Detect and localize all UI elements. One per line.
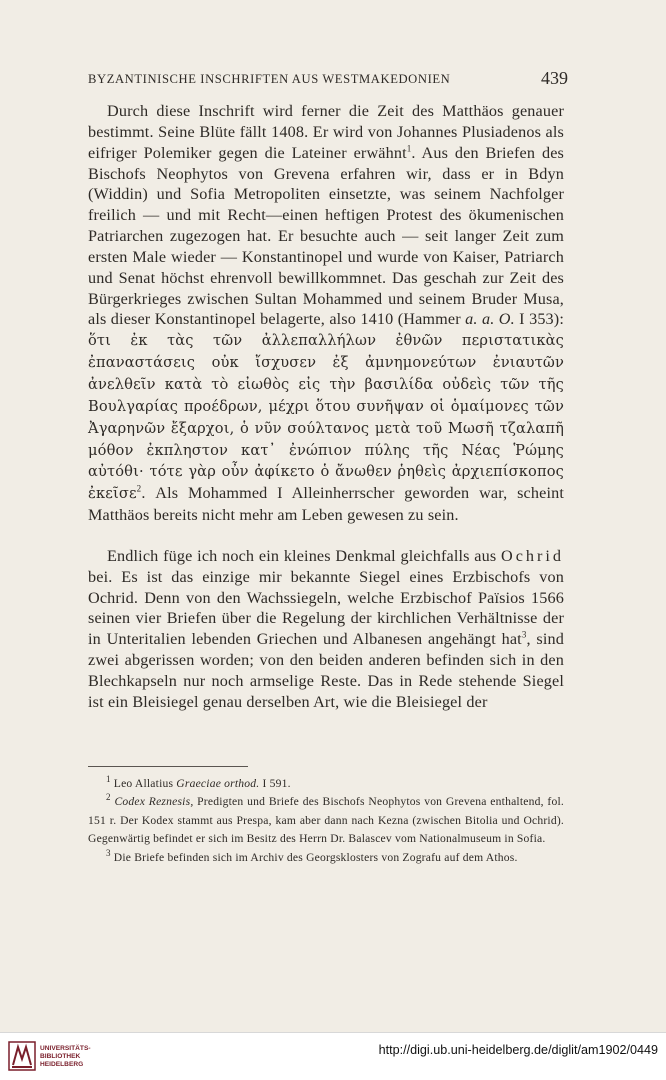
footnote-number: 2: [106, 792, 111, 803]
page-number: 439: [541, 68, 568, 88]
footnote-1: [88, 775, 564, 793]
page-header: [88, 68, 568, 94]
place-name: Ochrid: [501, 546, 564, 565]
footnote-ref-3: 3: [521, 629, 527, 640]
text-run: Die Briefe befinden sich im Archiv des Georgsklosters von Zografu auf dem Athos.: [110, 850, 518, 864]
library-name: [40, 1045, 91, 1069]
text-run: Leo Allatius: [110, 777, 177, 790]
text-run: Durch diese Inschrift wird ferner die Zeit des Matthäos genauer bestimmt. Seine Blüte fällt 1408. Er wird von Johannes Plusiadenos als eifriger Polemiker gegen die Lateiner erwähnt: [88, 102, 564, 162]
library-logo[interactable]: [8, 1041, 128, 1073]
main-text: [88, 101, 564, 713]
footnotes: [88, 775, 564, 867]
footnote-3: [88, 849, 564, 867]
text-run: Predigten und Briefe des Bischofs Neophytos von Grevena enthaltend, fol. 151 r. Der Kodex stammt aus Prespa, kam aber dann nach Kezna (zwischen Bitolia und Ochrid). Gegenwärtig befindet er sich im Besitz des Herrn Dr. Balascev vom Nationalmuseum in Sofia.: [88, 795, 565, 846]
text-run: Endlich füge ich noch ein kleines Denkmal gleichfalls aus: [107, 546, 502, 565]
library-name-line: BIBLIOTHEK: [40, 1053, 81, 1060]
text-run: bei. Es ist das einzige mir bekannte Siegel eines Erzbischofs von Ochrid. Denn von den Wachssiegeln, welche Erzbischof Païsios 1566 seinen vier Briefen über die Regelung der kirchlichen Verhältnisse der in Unteritalien lebenden Griechen und Albanesen angehängt hat: [88, 567, 564, 649]
greek-quotation: ὅτι ἐκ τὰς τῶν ἀλλεπαλλήλων ἐθνῶν περιστατικὰς ἐπαναστάσεις οὐκ ἴσχυσεν ἐξ ἀμνημονεύτων ἐνιαυτῶν ἀνελθεῖν κατὰ τὸ εἰωθὸς εἰς τὴν βασιλίδα οὐδεὶς τῶν τῆς Βουλγαρίας προέδρων, μέχρι ὅτου συνῆψαν οἱ ὁμαίμονες τῶν Ἀγαρηνῶν ἔξαρχοι, ὁ νῦν σούλτανος μετὰ τοῦ Μωσῆ τζαλαπῆ μόθον ἐκπληστον κατ᾽ ἐνώπιον πύλης τῆς Νέας Ῥώμης αὐτόθι· τότε γὰρ οὖν ἀφίκετο ὁ ἄνωθεν ῥηθεὶς ἀρχιεπίσκοπος ἐκεῖσε: [88, 332, 564, 503]
paragraph-1: [88, 101, 564, 526]
library-name-line: UNIVERSITÄTS-: [40, 1045, 91, 1052]
library-logo-icon: [8, 1041, 36, 1071]
footnote-number: 3: [106, 847, 111, 858]
text-run: . Als Mohammed I Alleinherrscher geworden war, scheint Matthäos bereits nicht mehr am Leben gewesen zu sein.: [88, 484, 564, 525]
running-title: BYZANTINISCHE INSCHRIFTEN AUS WESTMAKEDONIEN: [88, 72, 451, 86]
citation: a. a. O.: [465, 310, 515, 329]
footnote-ref-2: 2: [136, 483, 142, 494]
text-run: , sind zwei abgerissen worden; von den beiden anderen befinden sich in den Blechkapseln nur noch armselige Reste. Das in Rede stehende Siegel ist ein Bleisiegel genau derselben Art, wie die Bleisiegel der: [88, 630, 564, 711]
text-run: I 591.: [259, 777, 291, 790]
work-title: Graeciae orthod.: [176, 777, 260, 790]
text-run: I 353):: [514, 310, 564, 329]
work-title: Codex Reznesis,: [114, 795, 194, 809]
permalink-url[interactable]: http://digi.ub.uni-heidelberg.de/diglit/am1902/0449: [378, 1043, 658, 1057]
library-name-line: HEIDELBERG: [40, 1061, 84, 1068]
footnote-divider: [88, 766, 248, 767]
footnote-ref-1: 1: [406, 143, 412, 154]
footnote-number: 1: [106, 774, 111, 785]
viewer-footer: [0, 1032, 666, 1080]
footnote-2: [88, 793, 564, 848]
paragraph-2: [88, 546, 564, 713]
text-run: . Aus den Briefen des Bischofs Neophytos von Grevena erfahren wir, dass er in Bdyn (Widdin) und Sofia Metropoliten einsetzte, was seinem Nachfolger freilich — und mit Recht—einen heftigen Protest des ökumenischen Patriarchen zugezogen hat. Er besuchte auch — seit langer Zeit zum ersten Male wieder — Konstantinopel und wurde von Kaiser, Patriarch und Senat höchst ehrenvoll bewillkommnet. Das geschah zur Zeit des Bürgerkrieges zwischen Sultan Mohammed und seinem Bruder Musa, als dieser Konstantinopel belagerte, also 1410 (Hammer: [88, 143, 564, 329]
